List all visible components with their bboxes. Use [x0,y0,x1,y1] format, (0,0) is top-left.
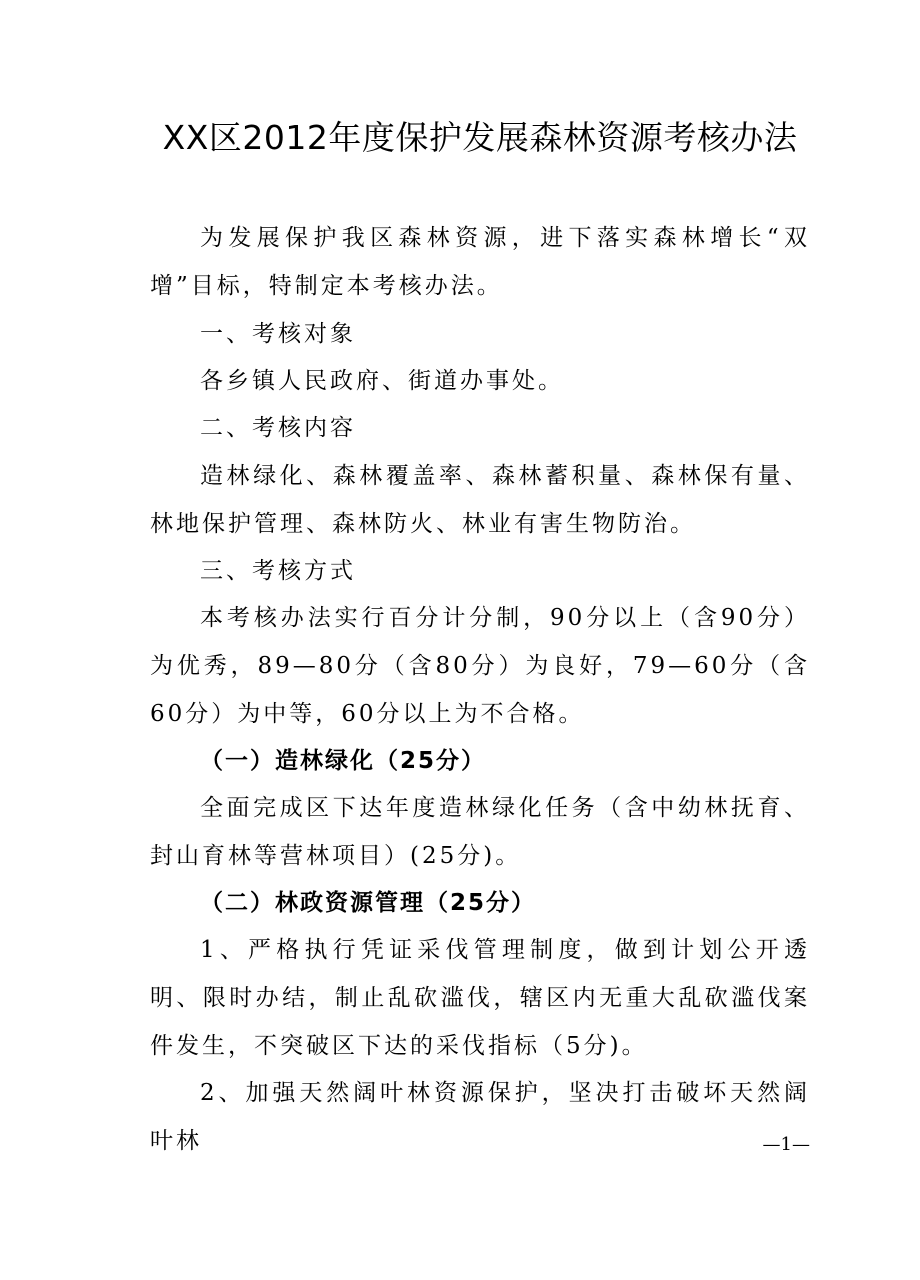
section-heading-method: 三、考核方式 [200,558,356,584]
subsection-heading-afforestation: （一）造林绿化（25分） [200,748,487,774]
forest-management-item-1: 1、严格执行凭证采伐管理制度，做到计划公开透明、限时办结，制止乱砍滥伐，辖区内无重大乱砍滥伐案件发生，不突破区下达的采伐指标（5分)。 [150,937,810,1059]
section-body-targets: 各乡镇人民政府、街道办事处。 [200,368,564,394]
subsection-body-afforestation: 全面完成区下达年度造林绿化任务（含中幼林抚育、封山育林等营林项目）(25分)。 [150,795,810,869]
section-body-content: 造林绿化、森林覆盖率、森林蓄积量、森林保有量、林地保护管理、森林防火、林业有害生物防治。 [150,463,810,537]
section-body-method: 本考核办法实行百分计分制，90分以上（含90分）为优秀，89—80分（含80分）为良好，79—60分（含60分）为中等，60分以上为不合格。 [150,605,810,727]
document-title: XX区2012年度保护发展森林资源考核办法 [162,118,798,157]
subsection-heading-forest-management: （二）林政资源管理（25分） [200,890,537,916]
forest-management-item-2: 2、加强天然阔叶林资源保护，坚决打击破坏天然阔叶林 [150,1080,810,1154]
intro-paragraph: 为发展保护我区森林资源，进下落实森林增长“双增”目标，特制定本考核办法。 [150,225,810,299]
section-heading-targets: 一、考核对象 [200,321,356,347]
section-heading-content: 二、考核内容 [200,415,356,441]
page-number: —1— [762,1134,810,1155]
